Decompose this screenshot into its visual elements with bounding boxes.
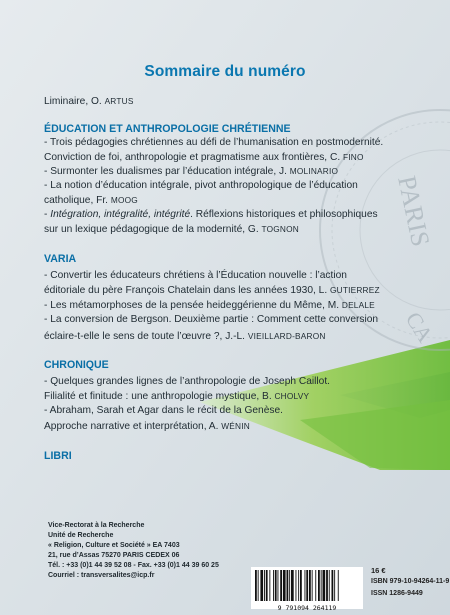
barcode-digits: 9 791094 264119 <box>277 604 337 612</box>
barcode-bar <box>255 570 257 601</box>
barcode-bar <box>266 570 268 601</box>
barcode-bar <box>273 570 274 601</box>
footer-line-5: Tél. : +33 (0)1 44 39 52 08 - Fax. +33 (0)1 44 39 60 25 <box>48 562 219 569</box>
varia-line-1: - Convertir les éducateurs chrétiens à l’Éducation nouvelle : l’action <box>44 270 347 281</box>
footer-line-6: Courriel : transversalites@icp.fr <box>48 572 155 579</box>
barcode-bar <box>298 570 299 601</box>
varia-line-5: éclaire-t-elle le sens de toute l’œuvre ?, J.-L. VIEILLARD-BARON <box>44 331 326 342</box>
barcode-bar <box>258 570 259 601</box>
barcode-bar <box>260 570 263 601</box>
issn: ISSN 1286-9449 <box>371 590 423 597</box>
section-heading-chronique: CHRONIQUE <box>44 359 109 371</box>
barcode-bar <box>329 570 330 601</box>
education-line-2: Conviction de foi, anthropologie et pragmatisme aux frontières, C. FINO <box>44 152 364 163</box>
barcode-bar <box>318 570 320 601</box>
education-line-6: - Intégration, intégralité, intégrité. Réflexions historiques et philosophiques <box>44 209 378 220</box>
barcode-bars <box>251 567 363 603</box>
price: 16 € <box>371 566 386 575</box>
footer-line-2: Unité de Recherche <box>48 532 114 539</box>
chronique-line-4: Approche narrative et interprétation, A. WÉNIN <box>44 421 250 432</box>
education-line-1: - Trois pédagogies chrétiennes au défi de l’humanisation en postmodernité. <box>44 137 384 148</box>
barcode-bar <box>312 570 313 601</box>
barcode-bar <box>332 570 334 601</box>
varia-line-3: - Les métamorphoses de la pensée heideggérienne du Même, M. DELALE <box>44 300 375 311</box>
section-heading-libri: LIBRI <box>44 450 72 462</box>
education-line-3: - Surmonter les dualismes par l’éducation intégrale, J. MOLINARIO <box>44 166 339 177</box>
education-line-7: sur un lexique pédagogique de la modernité, G. TOGNON <box>44 224 299 235</box>
footer-line-3: « Religion, Culture et Société » EA 7403 <box>48 542 180 549</box>
isbn: ISBN 979-10-94264-11-9 <box>371 578 450 585</box>
barcode-bar <box>300 570 302 601</box>
barcode-bar <box>289 570 290 601</box>
seal-text-paris: PARIS <box>392 173 436 250</box>
barcode-bar <box>309 570 311 601</box>
barcode-bar <box>326 570 328 601</box>
barcode-bar <box>278 570 279 601</box>
barcode-bar <box>296 570 297 601</box>
liminaire-entry: Liminaire, O. ARTUS <box>44 96 134 107</box>
chronique-line-2: Filialité et finitude : une anthropologie mystique, B. CHOLVY <box>44 391 310 402</box>
barcode-bar <box>323 570 326 601</box>
footer-line-1: Vice-Rectorat à la Recherche <box>48 522 145 529</box>
barcode-bar <box>334 570 335 601</box>
chronique-line-1: - Quelques grandes lignes de l’anthropologie de Joseph Caillot. <box>44 376 331 387</box>
page-title: Sommaire du numéro <box>144 63 306 80</box>
barcode-bar <box>264 570 265 601</box>
seal-text-ca: CA <box>400 307 439 347</box>
barcode-bar <box>315 570 316 601</box>
barcode-bar <box>321 570 322 601</box>
chronique-line-3: - Abraham, Sarah et Agar dans le récit de la Genèse. <box>44 405 283 416</box>
barcode-bar <box>291 570 294 601</box>
barcode-bar <box>275 570 277 601</box>
barcode-bar <box>283 570 286 601</box>
barcode <box>251 567 363 609</box>
barcode-bar <box>269 570 270 601</box>
section-heading-education: ÉDUCATION ET ANTHROPOLOGIE CHRÉTIENNE <box>44 123 291 135</box>
barcode-bar <box>305 570 306 601</box>
barcode-bar <box>338 570 339 601</box>
varia-line-2: éditoriale du père François Chatelain dans les années 1930, L. GUTIERREZ <box>44 285 380 296</box>
barcode-bar <box>306 570 308 601</box>
barcode-bar <box>280 570 282 601</box>
education-line-5: catholique, Fr. MOOG <box>44 195 138 206</box>
footer-line-4: 21, rue d’Assas 75270 PARIS CEDEX 06 <box>48 552 180 559</box>
section-heading-varia: VARIA <box>44 253 77 265</box>
barcode-bar <box>287 570 289 601</box>
varia-line-4: - La conversion de Bergson. Deuxième partie : Comment cette conversion <box>44 314 379 325</box>
education-line-4: - La notion d’éducation intégrale, pivot anthropologique de l’éducation <box>44 180 358 191</box>
